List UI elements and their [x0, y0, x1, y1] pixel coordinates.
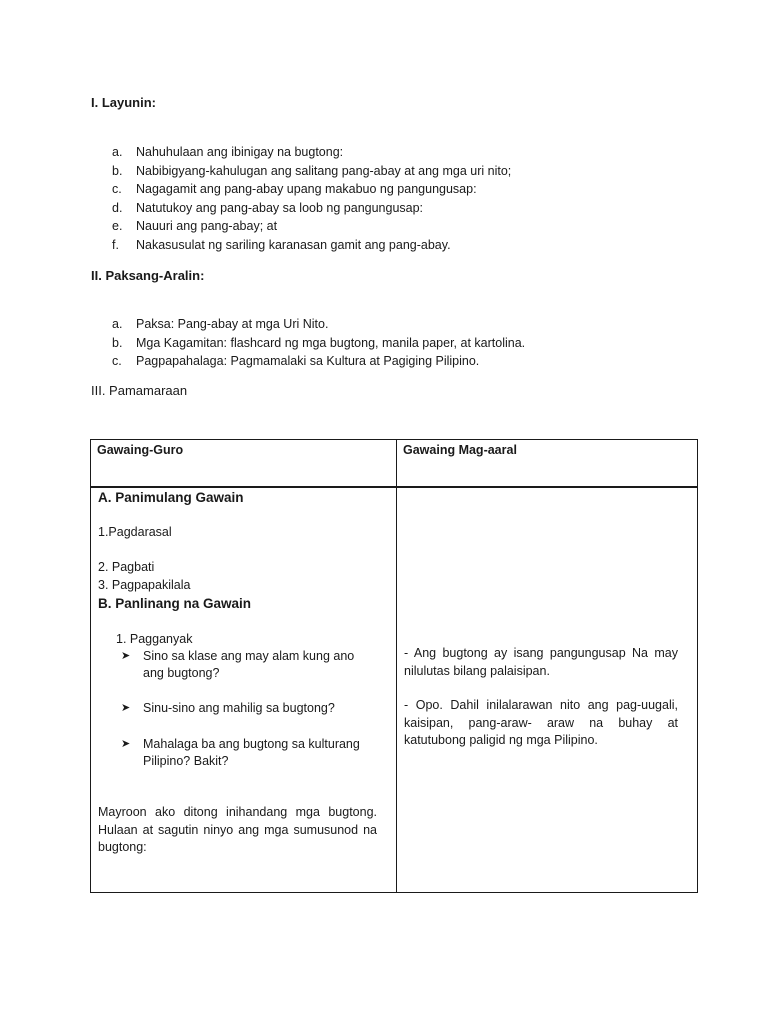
item-pagdarasal: 1.Pagdarasal — [98, 525, 172, 539]
procedure-table — [90, 439, 698, 893]
list-marker: a. — [112, 317, 123, 331]
question-text: Sinu-sino ang mahilig sa bugtong? — [143, 701, 335, 715]
objectives-list — [112, 143, 672, 254]
riddle-intro-paragraph: Mayroon ako ditong inihandang mga bugtong. Hulaan at sagutin ninyo ang mga sumusunod na bugtong: — [98, 805, 377, 854]
section-title-paksang-aralin: II. Paksang-Aralin: — [91, 268, 205, 283]
student-answer-1: - Ang bugtong ay isang pangungusap Na may nilulutas bilang palaisipan. — [404, 646, 678, 678]
question-bullet — [121, 700, 371, 717]
column-header-guro: Gawaing-Guro — [91, 440, 397, 488]
list-item — [112, 180, 672, 199]
student-answer-2: - Opo. Dahil inilalarawan nito ang pag-uugali, kaisipan, pang-araw- araw na buhay at katutubong paligid ng mga Pilipino. — [404, 698, 678, 747]
subject-matter-list — [112, 315, 672, 371]
list-item-text: Nahuhulaan ang ibinigay na bugtong: — [136, 145, 344, 159]
list-item-text: Nabibigyang-kahulugan ang salitang pang-abay at ang mga uri nito; — [136, 163, 512, 178]
column-header-mag-aaral: Gawaing Mag-aaral — [397, 440, 698, 488]
list-item-text: Nauuri ang pang-abay; at — [136, 219, 278, 233]
question-text: Sino sa klase ang may alam kung ano ang bugtong? — [143, 649, 355, 680]
section-b-title: B. Panlinang na Gawain — [98, 596, 252, 611]
table-row — [91, 487, 698, 893]
arrow-bullet-icon: ➤ — [121, 738, 131, 750]
list-item-text: Nagagamit ang pang-abay upang makabuo ng pangungusap: — [136, 182, 477, 196]
list-item-text: Pagpapahalaga: Pagmamalaki sa Kultura at Pagiging Pilipino. — [136, 354, 480, 368]
list-item-text: Mga Kagamitan: flashcard ng mga bugtong, manila paper, at kartolina. — [136, 335, 526, 350]
arrow-bullet-icon: ➤ — [121, 650, 131, 662]
question-bullet — [121, 736, 371, 770]
list-marker: e. — [112, 219, 123, 233]
question-text: Mahalaga ba ang bugtong sa kulturang Pilipino? Bakit? — [143, 737, 360, 768]
list-marker: c. — [112, 182, 122, 196]
section-title-pamamaraan: III. Pamamaraan — [91, 383, 188, 398]
list-item — [112, 315, 672, 334]
list-item — [112, 217, 672, 236]
question-bullet — [121, 648, 371, 682]
list-item-text: Paksa: Pang-abay at mga Uri Nito. — [136, 317, 329, 331]
section-title-layunin: I. Layunin: — [91, 95, 156, 110]
list-item — [112, 199, 672, 218]
list-marker: f. — [112, 237, 119, 252]
list-marker: b. — [112, 335, 123, 350]
list-marker: c. — [112, 354, 122, 368]
list-item-text: Nakasusulat ng sariling karanasan gamit ang pang-abay. — [136, 237, 451, 252]
list-marker: d. — [112, 200, 123, 215]
section-a-title: A. Panimulang Gawain — [98, 490, 244, 505]
list-item-text: Natutukoy ang pang-abay sa loob ng pangungusap: — [136, 200, 424, 215]
list-item — [112, 236, 672, 255]
list-item — [112, 352, 672, 371]
item-pagpapakilala: 3. Pagpapakilala — [98, 578, 191, 592]
list-item — [112, 143, 672, 162]
arrow-bullet-icon: ➤ — [121, 702, 131, 714]
list-marker: b. — [112, 163, 123, 178]
student-activities-cell — [397, 487, 698, 893]
list-item — [112, 334, 672, 353]
item-pagganyak: 1. Pagganyak — [116, 632, 193, 646]
item-pagbati: 2. Pagbati — [98, 560, 155, 574]
list-marker: a. — [112, 145, 123, 159]
teacher-activities-cell — [91, 487, 397, 893]
list-item — [112, 162, 672, 181]
table-header-row — [91, 440, 698, 488]
